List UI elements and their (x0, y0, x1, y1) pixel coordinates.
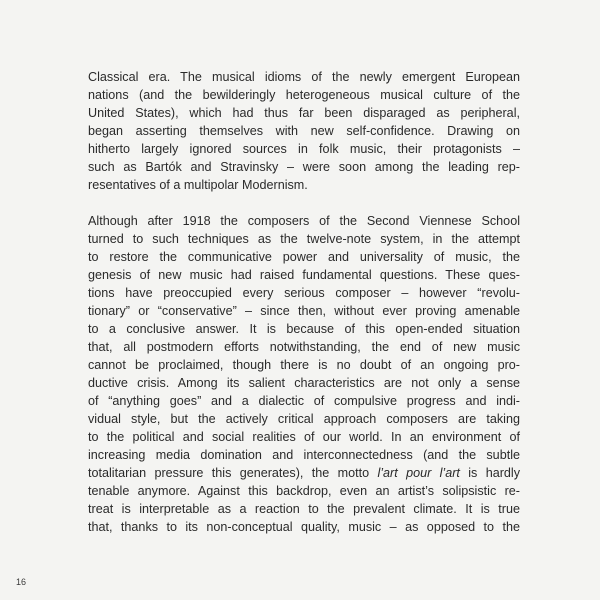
text-line: ductive crisis. Among its salient characteristics are not only a sense (88, 376, 520, 390)
text-line: that, all postmodern efforts notwithstanding, the end of new music (88, 340, 520, 354)
page-number: 16 (16, 577, 27, 587)
text-line: to restore the communicative power and universality of music, the (88, 250, 520, 264)
text-line: such as Bartók and Stravinsky – were soon among the leading rep- (88, 160, 520, 174)
text-line: tionary” or “conservative” – since then, without ever proving amenable (88, 304, 520, 318)
text-line: tenable anymore. Against this backdrop, even an artist’s solipsistic re- (88, 484, 520, 498)
text-line: Although after 1918 the composers of the Second Viennese School (88, 214, 520, 228)
paragraph-2 (88, 212, 520, 536)
text-line: to a conclusive answer. It is because of this open-ended situation (88, 322, 520, 336)
text-line-tail: is hardly (459, 466, 520, 480)
text-line: turned to such techniques as the twelve-note system, in the attempt (88, 232, 520, 246)
text-line: tions have preoccupied every serious composer – however “revolu- (88, 286, 520, 300)
text-line: cannot be proclaimed, though there is no doubt of an ongoing pro- (88, 358, 520, 372)
text-line: hitherto largely ignored sources in folk music, their protagonists – (88, 142, 520, 156)
text-line: United States), which had thus far been disparaged as peripheral, (88, 106, 520, 120)
text-line-with-italic (88, 464, 520, 482)
text-line: treat is interpretable as a reaction to the prevalent climate. It is true (88, 502, 520, 516)
paragraph-1 (88, 68, 520, 194)
text-line: to the political and social realities of our world. In an environment of (88, 430, 520, 444)
text-line: began asserting themselves with new self-confidence. Drawing on (88, 124, 520, 138)
text-line: increasing media domination and interconnectedness (and the subtle (88, 448, 520, 462)
text-line: vidual style, but the actively critical approach composers are taking (88, 412, 520, 426)
text-line: of “anything goes” and a dialectic of compulsive progress and indi- (88, 394, 520, 408)
text-line: resentatives of a multipolar Modernism. (88, 178, 308, 192)
text-line: genesis of new music had raised fundamental questions. These ques- (88, 268, 520, 282)
italic-motto: l’art pour l’art (377, 466, 460, 480)
text-line: that, thanks to its non-conceptual quality, music – as opposed to the (88, 520, 520, 534)
text-line-head: totalitarian pressure this generates), the motto (88, 466, 370, 480)
text-line: nations (and the bewilderingly heterogeneous musical culture of the (88, 88, 520, 102)
text-line: Classical era. The musical idioms of the newly emergent European (88, 70, 520, 84)
